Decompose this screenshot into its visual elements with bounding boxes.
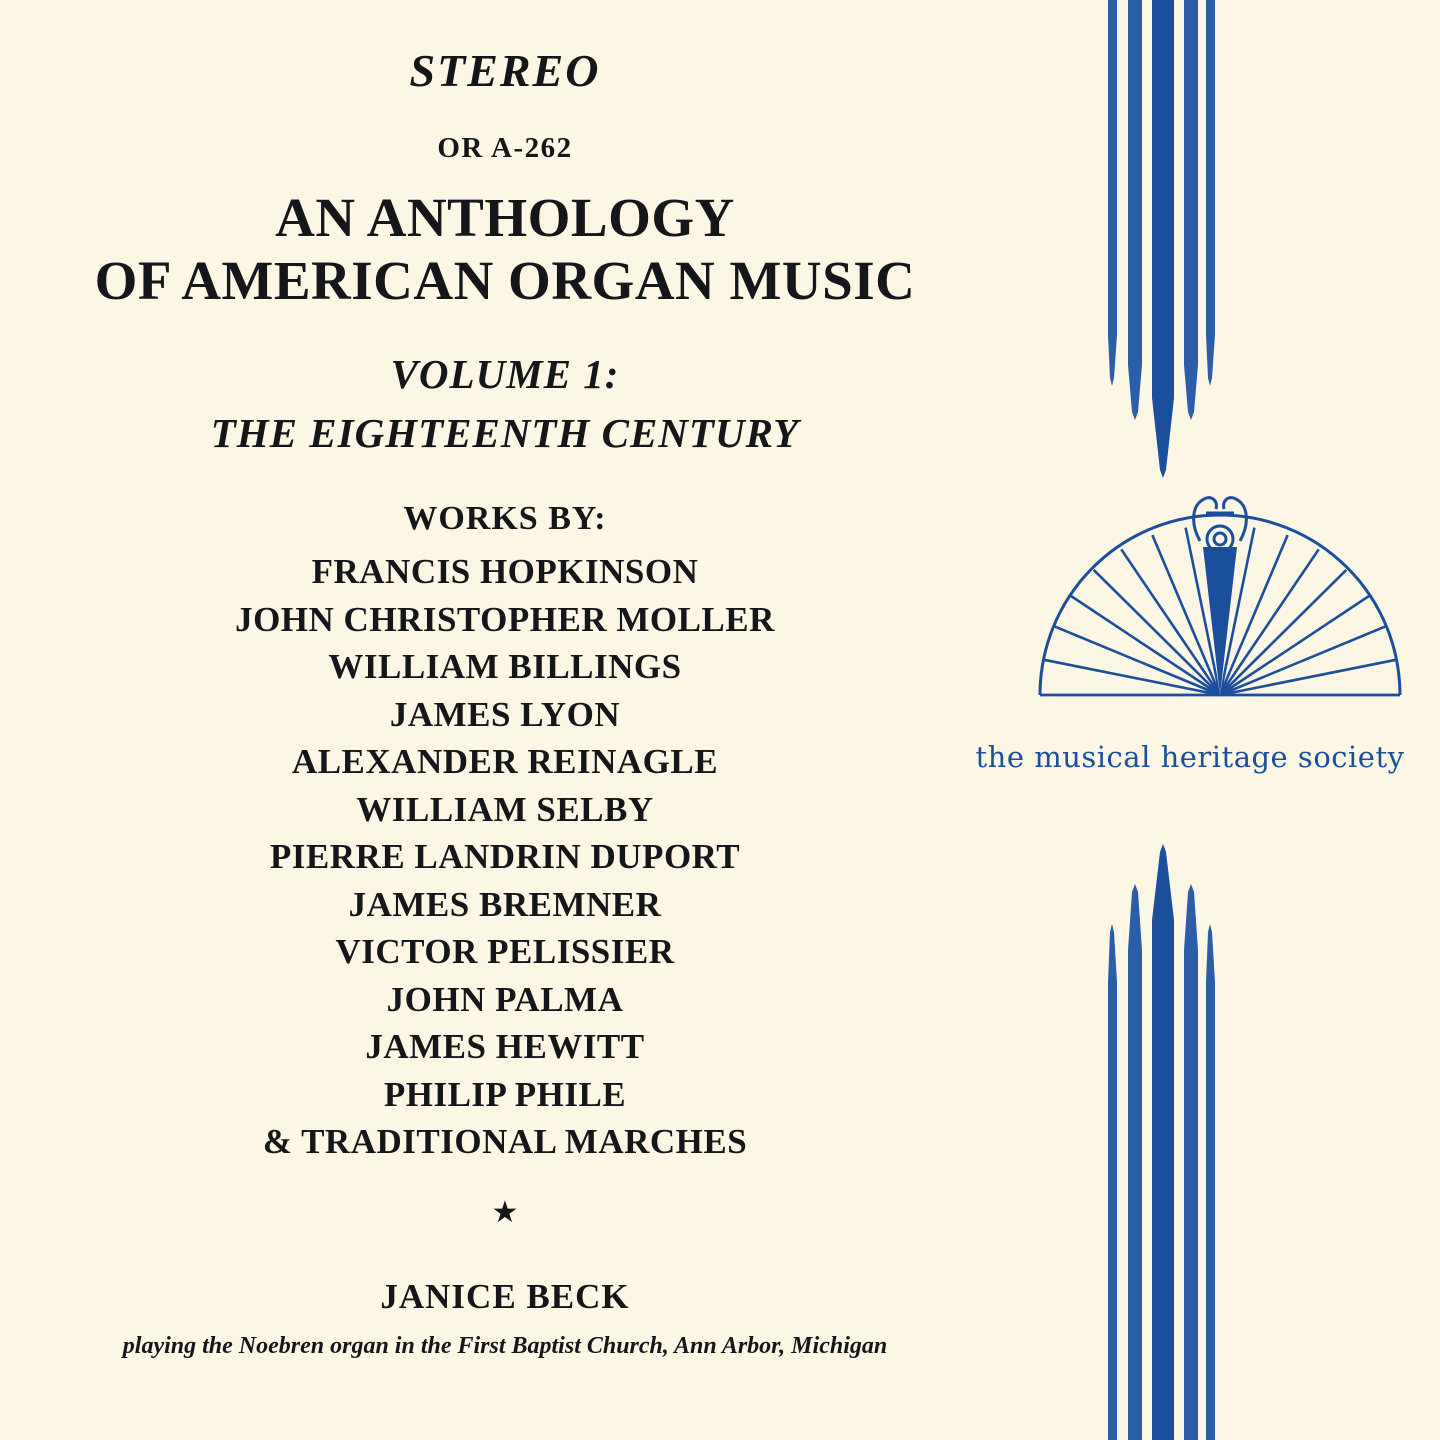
list-item: JOHN PALMA [386,979,624,1019]
list-item: WILLIAM SELBY [356,789,654,829]
works-by-label: WORKS BY: [403,500,607,537]
list-item: FRANCIS HOPKINSON [311,552,699,591]
list-item: JOHN CHRISTOPHER MOLLER [235,599,775,639]
publisher-logo [1000,495,1440,710]
list-item: & TRADITIONAL MARCHES [262,1122,748,1161]
bottom-vertical-bars-graphic [1010,840,1440,1440]
list-item: ALEXANDER REINAGLE [291,742,719,781]
list-item: PHILIP PHILE [383,1074,627,1114]
list-item: JAMES BREMNER [348,884,662,924]
publisher-name: the musical heritage society [975,740,1405,774]
cover-graphic-column [975,0,1440,1440]
performer-name: JANICE BECK [380,1277,630,1316]
list-item: JAMES HEWITT [365,1027,645,1066]
catalog-number: OR A-262 [437,132,573,164]
volume-line-1: VOLUME 1: [390,351,620,397]
album-title [0,186,1010,313]
composer-list [0,548,1010,1166]
performer-note: playing the Noebren organ in the First Baptist Church, Ann Arbor, Michigan [122,1333,888,1359]
volume-line-2: THE EIGHTEENTH CENTURY [210,410,800,457]
star-divider-icon: ★ [491,1196,519,1229]
top-vertical-bars-graphic [1010,0,1440,480]
list-item: VICTOR PELISSIER [335,932,675,971]
stereo-label: STEREO [409,45,601,96]
volume-subtitle [0,345,1010,464]
list-item: JAMES LYON [389,694,621,734]
list-item: WILLIAM BILLINGS [328,647,682,686]
album-title-line-2: OF AMERICAN ORGAN MUSIC [94,250,916,312]
list-item: PIERRE LANDRIN DUPORT [269,837,741,876]
lyre-sunburst-logo-icon [1000,495,1440,710]
album-title-line-1: AN ANTHOLOGY [275,187,735,248]
